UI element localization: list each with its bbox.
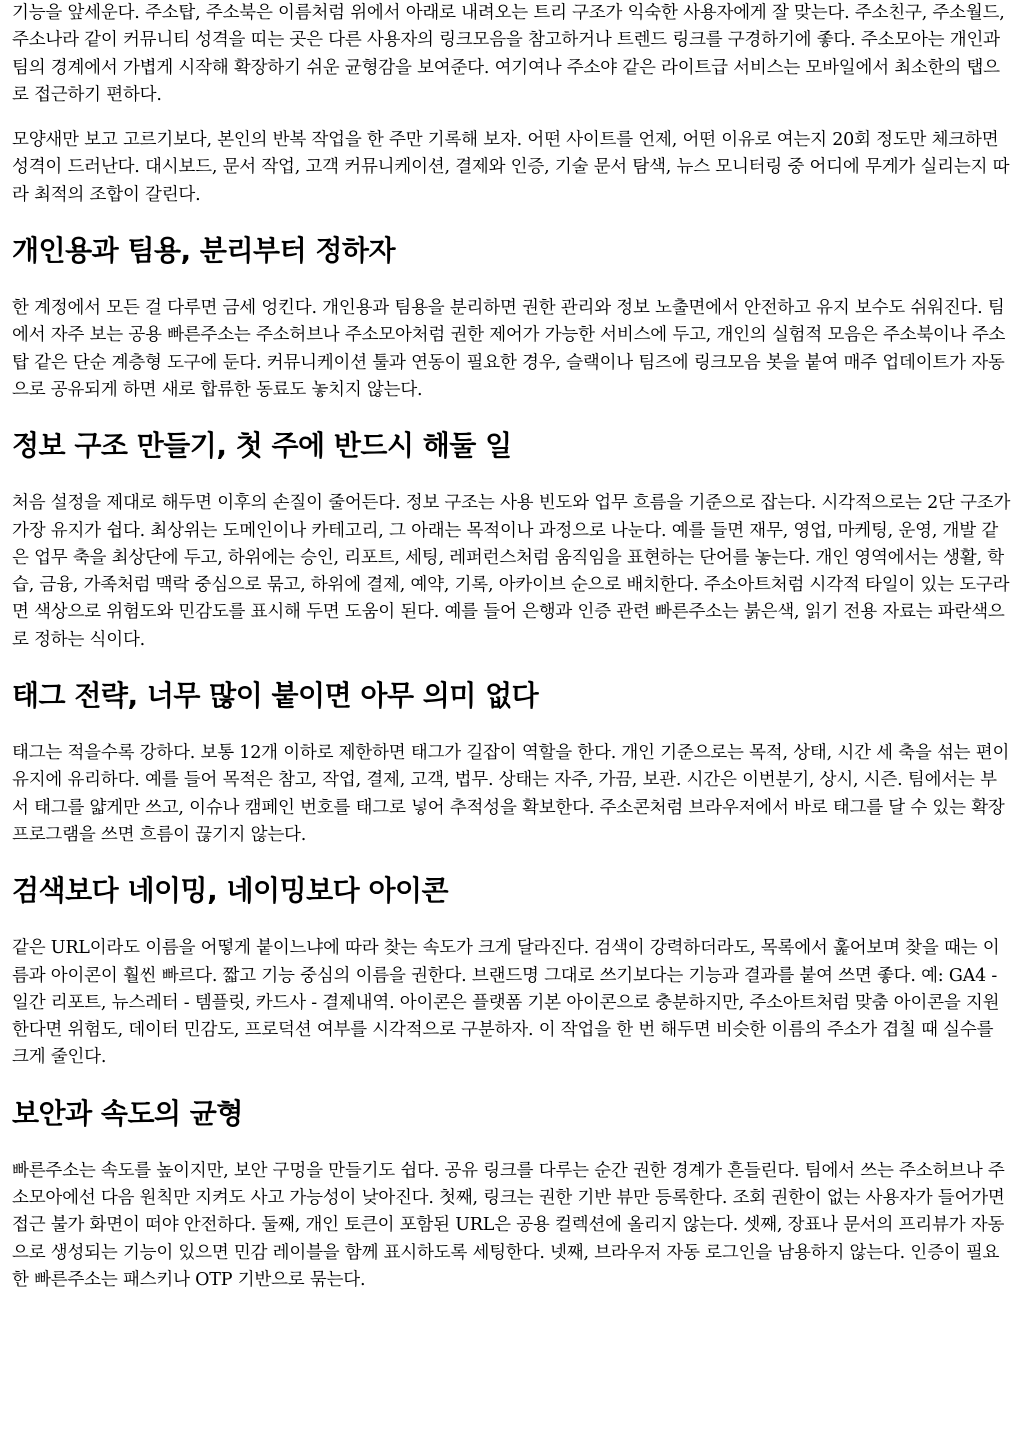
section-body: 처음 설정을 제대로 해두면 이후의 손질이 줄어든다. 정보 구조는 사용 빈도와 업무 흐름을 기준으로 잡는다. 시각적으로는 2단 구조가 가장 유지가 쉽다. 최상위는 도메인이나 카테고리, 그 아래는 목적이나 과정으로 나눈다. 예를 들면 재무, 영업, 마케팅, 운영, 개발 같은 업무 축을 최상단에 두고, 하위에는 승인, 리포트, 세팅, 레퍼런스처럼 움직임을 표현하는 단어를 놓는다. 개인 영역에서는 생활, 학습, 금융, 가족처럼 맥락 중심으로 묶고, 하위에 결제, 예약, 기록, 아카이브 순으로 배치한다. 주소아트처럼 시각적 타일이 있는 도구라면 색상으로 위험도와 민감도를 표시해 두면 도움이 된다. 예를 들어 은행과 인증 관련 빠른주소는 붉은색, 읽기 전용 자료는 파란색으로 정하는 식이다.	[12, 493, 1011, 650]
section-security-speed	[12, 1096, 1012, 1294]
section-separation	[12, 233, 1012, 404]
section-heading: 검색보다 네이밍, 네이밍보다 아이콘	[12, 874, 449, 908]
section-info-structure	[12, 428, 1012, 654]
intro-paragraph-1: 기능을 앞세운다. 주소탑, 주소북은 이름처럼 위에서 아래로 내려오는 트리 구조가 익숙한 사용자에게 잘 맞는다. 주소친구, 주소월드, 주소나라 같이 커뮤니티 성격을 띠는 곳은 다른 사용자의 링크모음을 참고하거나 트렌드 링크를 구경하기에 좋다. 주소모아는 개인과 팀의 경계에서 가볍게 시작해 확장하기 쉬운 균형감을 보여준다. 여기여나 주소야 같은 라이트급 서비스는 모바일에서 최소한의 탭으로 접근하기 편하다.	[12, 3, 1005, 105]
section-heading: 정보 구조 만들기, 첫 주에 반드시 해둘 일	[12, 429, 512, 463]
section-heading: 개인용과 팀용, 분리부터 정하자	[12, 234, 396, 268]
section-body: 한 계정에서 모든 걸 다루면 금세 엉킨다. 개인용과 팀용을 분리하면 권한 관리와 정보 노출면에서 안전하고 유지 보수도 쉬워진다. 팀에서 자주 보는 공용 빠른주소는 주소허브나 주소모아처럼 권한 제어가 가능한 서비스에 두고, 개인의 실험적 모음은 주소북이나 주소탑 같은 단순 계층형 도구에 둔다. 커뮤니케이션 툴과 연동이 필요한 경우, 슬랙이나 팀즈에 링크모음 봇을 붙여 매주 업데이트가 자동으로 공유되게 하면 새로 합류한 동료도 놓치지 않는다.	[12, 298, 1006, 400]
section-tag-strategy	[12, 678, 1012, 849]
section-heading: 보안과 속도의 균형	[12, 1096, 243, 1130]
section-naming-icons	[12, 873, 1012, 1071]
section-body: 같은 URL이라도 이름을 어떻게 붙이느냐에 따라 찾는 속도가 크게 달라진다. 검색이 강력하더라도, 목록에서 훑어보며 찾을 때는 이름과 아이콘이 훨씬 빠르다. 짧고 기능 중심의 이름을 권한다. 브랜드명 그대로 쓰기보다는 기능과 결과를 붙여 쓰면 좋다. 예: GA4 - 일간 리포트, 뉴스레터 - 템플릿, 카드사 - 결제내역. 아이콘은 플랫폼 기본 아이콘으로 충분하지만, 주소아트처럼 맞춤 아이콘을 지원한다면 위험도, 데이터 민감도, 프로덕션 여부를 시각적으로 구분하자. 이 작업을 한 번 해두면 비슷한 이름의 주소가 겹칠 때 실수를 크게 줄인다.	[12, 938, 1000, 1068]
section-heading: 태그 전략, 너무 많이 붙이면 아무 의미 없다	[12, 679, 539, 713]
section-body: 태그는 적을수록 강하다. 보통 12개 이하로 제한하면 태그가 길잡이 역할을 한다. 개인 기준으로는 목적, 상태, 시간 세 축을 섞는 편이 유지에 유리하다. 예를 들어 목적은 참고, 작업, 결제, 고객, 법무. 상태는 자주, 가끔, 보관. 시간은 이번분기, 상시, 시즌. 팀에서는 부서 태그를 얇게만 쓰고, 이슈나 캠페인 번호를 태그로 넣어 추적성을 확보한다. 주소콘처럼 브라우저에서 바로 태그를 달 수 있는 확장프로그램을 쓰면 흐름이 끊기지 않는다.	[12, 743, 1010, 845]
intro-paragraph-2: 모양새만 보고 고르기보다, 본인의 반복 작업을 한 주만 기록해 보자. 어떤 사이트를 언제, 어떤 이유로 여는지 20회 정도만 체크하면 성격이 드러난다. 대시보드, 문서 작업, 고객 커뮤니케이션, 결제와 인증, 기술 문서 탐색, 뉴스 모니터링 중 어디에 무게가 실리는지 따라 최적의 조합이 갈린다.	[12, 130, 1010, 205]
section-body: 빠른주소는 속도를 높이지만, 보안 구멍을 만들기도 쉽다. 공유 링크를 다루는 순간 권한 경계가 흔들린다. 팀에서 쓰는 주소허브나 주소모아에선 다음 원칙만 지켜도 사고 가능성이 낮아진다. 첫째, 링크는 권한 기반 뷰만 등록한다. 조회 권한이 없는 사용자가 들어가면 접근 불가 화면이 떠야 안전하다. 둘째, 개인 토큰이 포함된 URL은 공용 컬렉션에 올리지 않는다. 셋째, 장표나 문서의 프리뷰가 자동으로 생성되는 기능이 있으면 민감 레이블을 함께 표시하도록 세팅한다. 넷째, 브라우저 자동 로그인을 남용하지 않는다. 인증이 필요한 빠른주소는 패스키나 OTP 기반으로 묶는다.	[12, 1160, 1005, 1290]
